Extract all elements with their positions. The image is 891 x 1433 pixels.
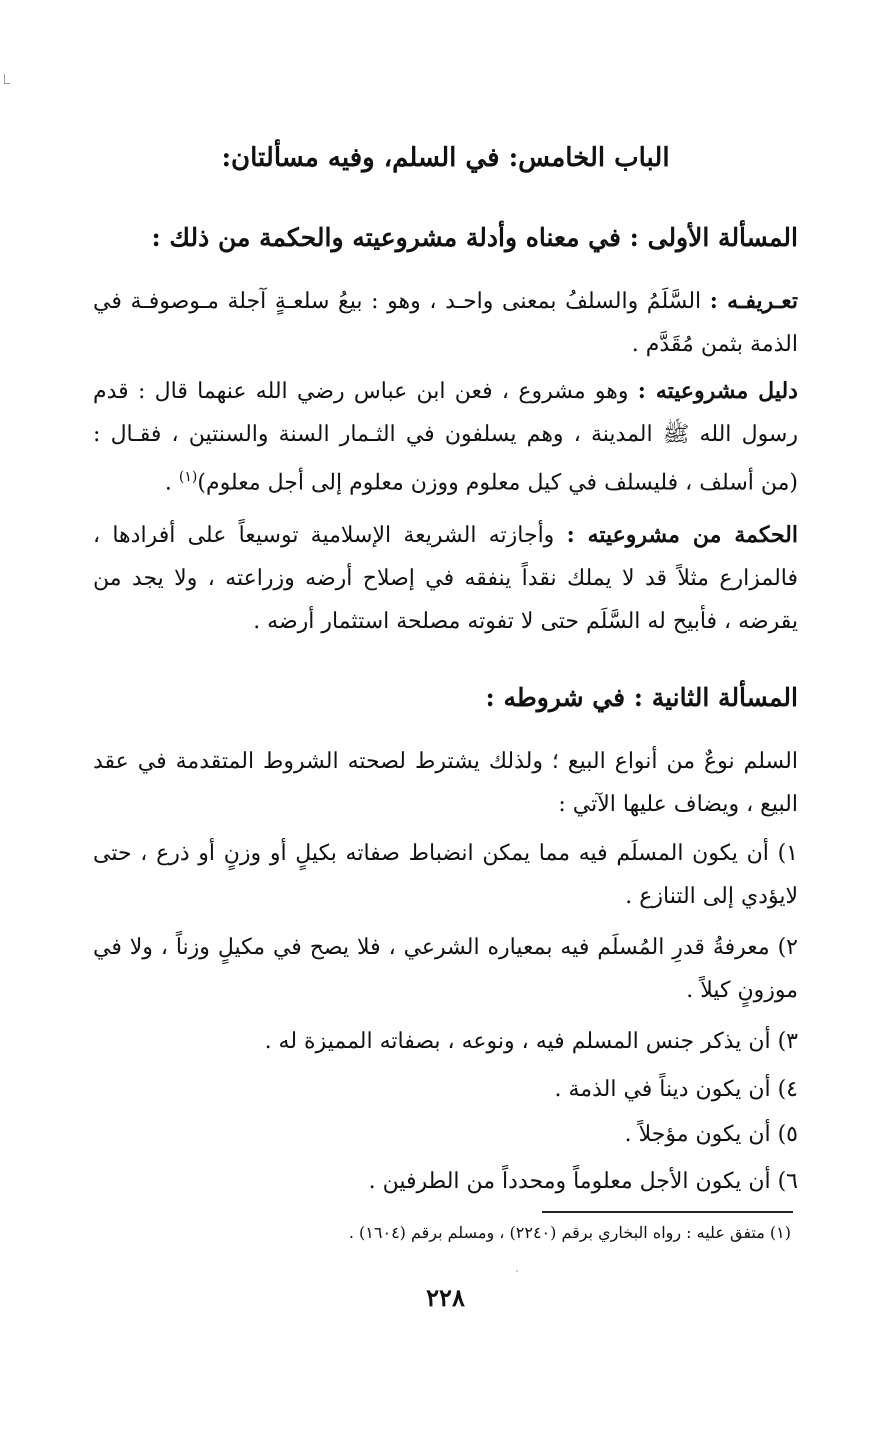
section-heading-1: المسألة الأولى : في معناه وأدلة مشروعيته والحكمة من ذلك : xyxy=(151,223,798,252)
chapter-title: الباب الخامس: في السلم، وفيه مسألتان: xyxy=(221,143,670,173)
wisdom-paragraph xyxy=(93,514,798,643)
definition-label: تعـريفـه : xyxy=(709,288,798,314)
page-number: ٢٢٨ xyxy=(426,1283,465,1312)
footnote-separator xyxy=(542,1211,793,1213)
definition-text: السَّلَمُ والسلفُ بمعنى واحـد ، وهو : بيعُ سلعـةٍ آجلة مـوصوفـة في الذمة بثمن مُقَدَّم . xyxy=(93,289,798,357)
wisdom-label: الحكمة من مشروعيته : xyxy=(566,522,798,548)
condition-item: ٦) أن يكون الأجل معلوماً ومحدداً من الطرفين . xyxy=(368,1169,798,1194)
condition-item: ٥) أن يكون مؤجلاً . xyxy=(624,1122,798,1147)
corner-crop-mark xyxy=(4,74,10,84)
section-heading-2: المسألة الثانية : في شروطه : xyxy=(485,683,798,712)
evidence-paragraph xyxy=(93,370,798,504)
evidence-text: وهو مشروع ، فعن ابن عباس رضي الله عنهما قال : قدم رسول الله ﷺ المدينة ، وهم يسلفون في الثـمار السنة والسنتين ، فقـال : (من أسلف ، فليسلف في كيل معلوم ووزن معلوم إلى أجل معلوم) xyxy=(93,379,798,496)
condition-item: ٤) أن يكون ديناً في الذمة . xyxy=(554,1077,798,1102)
condition-item: ٢) معرفةُ قدرِ المُسلَم فيه بمعياره الشرعي ، فلا يصح في مكيلٍ وزناً ، ولا في موزونٍ كيلاً . xyxy=(93,935,798,1003)
evidence-end: . xyxy=(164,470,179,496)
wisdom-text: وأجازته الشريعة الإسلامية توسيعاً على أفرادها ، فالمزارع مثلاً قد لا يملك نقداً ينفقه في إصلاح أرضه وزراعته ، ولا يجد من يقرضه ، فأبيح له السَّلَم حتى لا تفوته مصلحة استثمار أرضه . xyxy=(93,523,798,634)
footnote: (١) متفق عليه : رواه البخاري برقم (٢٢٤٠) ، ومسلم برقم (١٦٠٤) . xyxy=(348,1223,791,1242)
condition-item: ١) أن يكون المسلَم فيه مما يمكن انضباط صفاته بكيلٍ أو وزنٍ أو ذرع ، حتى لايؤدي إلى التنازع . xyxy=(93,841,798,909)
evidence-label: دليل مشروعيته : xyxy=(637,378,798,404)
speck xyxy=(516,1270,518,1272)
conditions-intro: السلم نوعٌ من أنواع البيع ؛ ولذلك يشترط لصحته الشروط المتقدمة في عقد البيع ، ويضاف عليها الآتي : xyxy=(93,749,798,817)
condition-item: ٣) أن يذكر جنس المسلم فيه ، ونوعه ، بصفاته المميزة له . xyxy=(264,1029,798,1054)
footnote-reference: (١) xyxy=(178,469,198,485)
definition-paragraph xyxy=(93,280,798,366)
